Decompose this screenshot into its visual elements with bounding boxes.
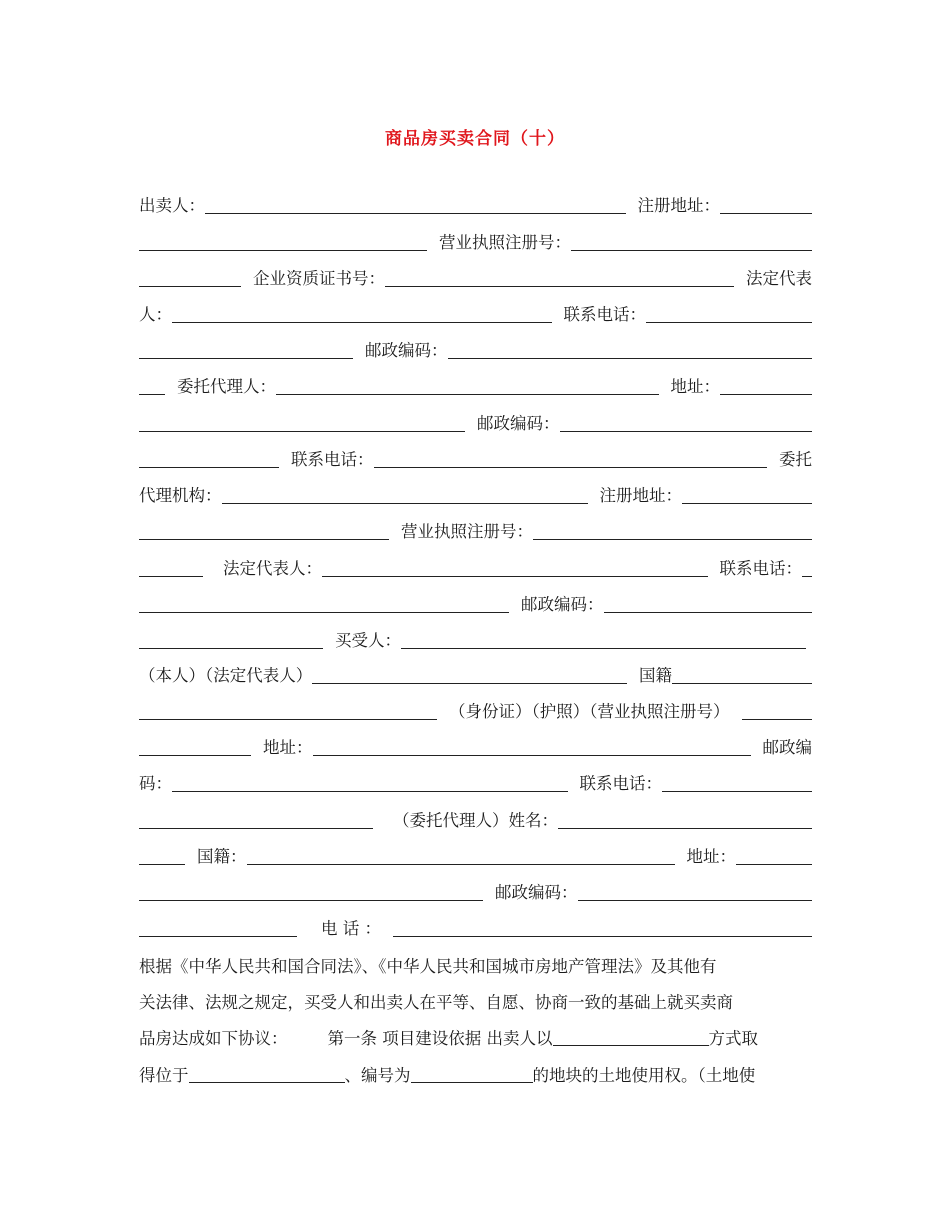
phone-blank-3[interactable] — [802, 576, 812, 577]
form-row-19 — [139, 843, 812, 869]
address-blank-3-cont[interactable] — [139, 900, 483, 901]
id-number-blank[interactable] — [742, 719, 813, 720]
reg-address-label-2: 注册地址： — [599, 486, 682, 505]
postal-blank-cont[interactable] — [139, 394, 165, 395]
body-text-3c: 方式取 — [708, 1029, 758, 1048]
agency-blank[interactable] — [222, 503, 588, 504]
phone-label: 联系电话： — [563, 305, 646, 324]
qualification-label: 企业资质证书号： — [253, 269, 385, 288]
nationality-label-2: 国籍： — [197, 847, 247, 866]
body-text-1: 根据《中华人民共和国合同法》、《中华人民共和国城市房地产管理法》及其他有 — [139, 957, 717, 976]
phone-blank-2[interactable] — [374, 467, 768, 468]
body-text-4c: 的地块的土地使用权。（土地使 — [532, 1066, 756, 1085]
phone-blank-4-cont[interactable] — [139, 828, 373, 829]
postal-blank-3-cont[interactable] — [139, 648, 323, 649]
address-blank-2[interactable] — [313, 755, 751, 756]
postal-blank-4[interactable] — [172, 791, 568, 792]
agency-label-b: 代理机构： — [139, 486, 222, 505]
legal-rep-label-2: 法定代表人： — [223, 559, 322, 578]
form-row-11 — [139, 555, 812, 581]
postal-blank-5-cont[interactable] — [139, 936, 297, 937]
buyer-label: 买受人： — [335, 631, 401, 650]
seller-label: 出卖人： — [139, 196, 205, 215]
form-row-16 — [139, 734, 812, 760]
postal-label-2: 邮政编码： — [477, 414, 560, 433]
form-row-10 — [139, 518, 812, 544]
phone-label-4: 联系电话： — [579, 774, 662, 793]
buyer-blank[interactable] — [401, 648, 806, 649]
body-text-4a: 得位于 — [139, 1066, 189, 1085]
postal-label-4b: 码： — [139, 774, 172, 793]
postal-label-3: 邮政编码： — [521, 595, 604, 614]
reg-address-blank[interactable] — [720, 213, 812, 214]
legal-rep-label-a: 法定代表 — [746, 269, 812, 288]
form-row-21 — [139, 915, 812, 941]
license-no-label: 营业执照注册号： — [439, 233, 571, 252]
body-text-4b: 、编号为 — [344, 1066, 411, 1085]
form-row-20 — [139, 879, 812, 905]
location-blank[interactable] — [189, 1082, 345, 1083]
postal-blank[interactable] — [448, 358, 813, 359]
postal-label-4a: 邮政编 — [762, 738, 812, 757]
legal-rep-label-b: 人： — [139, 305, 172, 324]
license-no-blank-cont[interactable] — [139, 286, 241, 287]
agent-name-blank-cont[interactable] — [139, 864, 185, 865]
reg-address-blank-2-cont[interactable] — [139, 539, 389, 540]
buyer-type-blank[interactable] — [312, 683, 627, 684]
postal-blank-5[interactable] — [578, 900, 813, 901]
form-row-7 — [139, 410, 812, 436]
form-row-1 — [139, 192, 812, 218]
form-row-18 — [139, 807, 812, 833]
legal-rep-blank-2[interactable] — [322, 576, 708, 577]
postal-blank-2-cont[interactable] — [139, 467, 279, 468]
agent-name-blank[interactable] — [558, 828, 812, 829]
tel-blank[interactable] — [393, 936, 812, 937]
reg-address-blank-cont[interactable] — [139, 250, 427, 251]
body-line-3 — [139, 1024, 812, 1050]
form-row-9 — [139, 482, 812, 508]
buyer-type-label: （本人）（法定代表人） — [139, 666, 313, 685]
address-blank-cont[interactable] — [139, 431, 465, 432]
id-type-label: （身份证）（护照）（营业执照注册号） — [449, 702, 730, 721]
phone-label-2: 联系电话： — [291, 450, 374, 469]
agent-blank[interactable] — [276, 394, 659, 395]
form-row-8 — [139, 446, 812, 472]
tel-label: 电 话 ： — [321, 919, 381, 938]
form-row-17 — [139, 770, 812, 796]
address-label: 地址： — [670, 377, 720, 396]
qualification-blank[interactable] — [385, 286, 734, 287]
form-row-3 — [139, 265, 812, 291]
reg-address-blank-2[interactable] — [682, 503, 812, 504]
address-label-3: 地址： — [686, 847, 736, 866]
seller-blank[interactable] — [205, 213, 626, 214]
postal-label: 邮政编码： — [365, 341, 448, 360]
id-number-blank-cont[interactable] — [139, 755, 251, 756]
nationality-label: 国籍 — [639, 666, 672, 685]
form-row-14 — [139, 662, 812, 688]
phone-label-3: 联系电话： — [719, 559, 802, 578]
article-1-text: 第一条 项目建设依据 出卖人以 — [327, 1029, 553, 1048]
form-row-4 — [139, 301, 812, 327]
acquisition-method-blank[interactable] — [553, 1045, 709, 1046]
phone-blank[interactable] — [646, 322, 812, 323]
agent-label: 委托代理人： — [177, 377, 276, 396]
address-label-2: 地址： — [263, 738, 313, 757]
license-no-blank-2-cont[interactable] — [139, 576, 203, 577]
phone-blank-cont[interactable] — [139, 358, 353, 359]
form-row-6 — [139, 373, 812, 399]
postal-label-5: 邮政编码： — [495, 883, 578, 902]
body-line-2 — [139, 988, 812, 1014]
contract-title: 商品房买卖合同（十） — [385, 129, 565, 149]
license-no-label-2: 营业执照注册号： — [401, 522, 533, 541]
license-no-blank[interactable] — [571, 250, 812, 251]
nationality-blank-2[interactable] — [247, 864, 675, 865]
postal-blank-2[interactable] — [560, 431, 813, 432]
body-text-2: 关法律、法规之规定，买受人和出卖人在平等、自愿、协商一致的基础上就买卖商 — [139, 993, 733, 1012]
agency-label-a: 委托 — [779, 450, 812, 469]
form-row-5 — [139, 337, 812, 363]
license-no-blank-2[interactable] — [533, 539, 812, 540]
form-row-2 — [139, 229, 812, 255]
phone-blank-4[interactable] — [662, 791, 812, 792]
form-row-12 — [139, 591, 812, 617]
address-blank[interactable] — [720, 394, 812, 395]
phone-blank-3-cont[interactable] — [139, 612, 509, 613]
nationality-blank[interactable] — [672, 683, 812, 684]
plot-number-blank[interactable] — [411, 1082, 533, 1083]
form-row-15 — [139, 698, 812, 724]
body-line-1 — [139, 952, 812, 978]
reg-address-label: 注册地址： — [637, 196, 720, 215]
nationality-blank-cont[interactable] — [139, 719, 437, 720]
postal-blank-3[interactable] — [604, 612, 813, 613]
body-text-3a: 品房达成如下协议： — [139, 1029, 288, 1048]
form-row-13 — [139, 627, 812, 653]
legal-rep-blank[interactable] — [172, 322, 552, 323]
body-line-4 — [139, 1061, 812, 1087]
agent-name-label: （委托代理人）姓名： — [393, 811, 558, 830]
address-blank-3[interactable] — [736, 864, 812, 865]
